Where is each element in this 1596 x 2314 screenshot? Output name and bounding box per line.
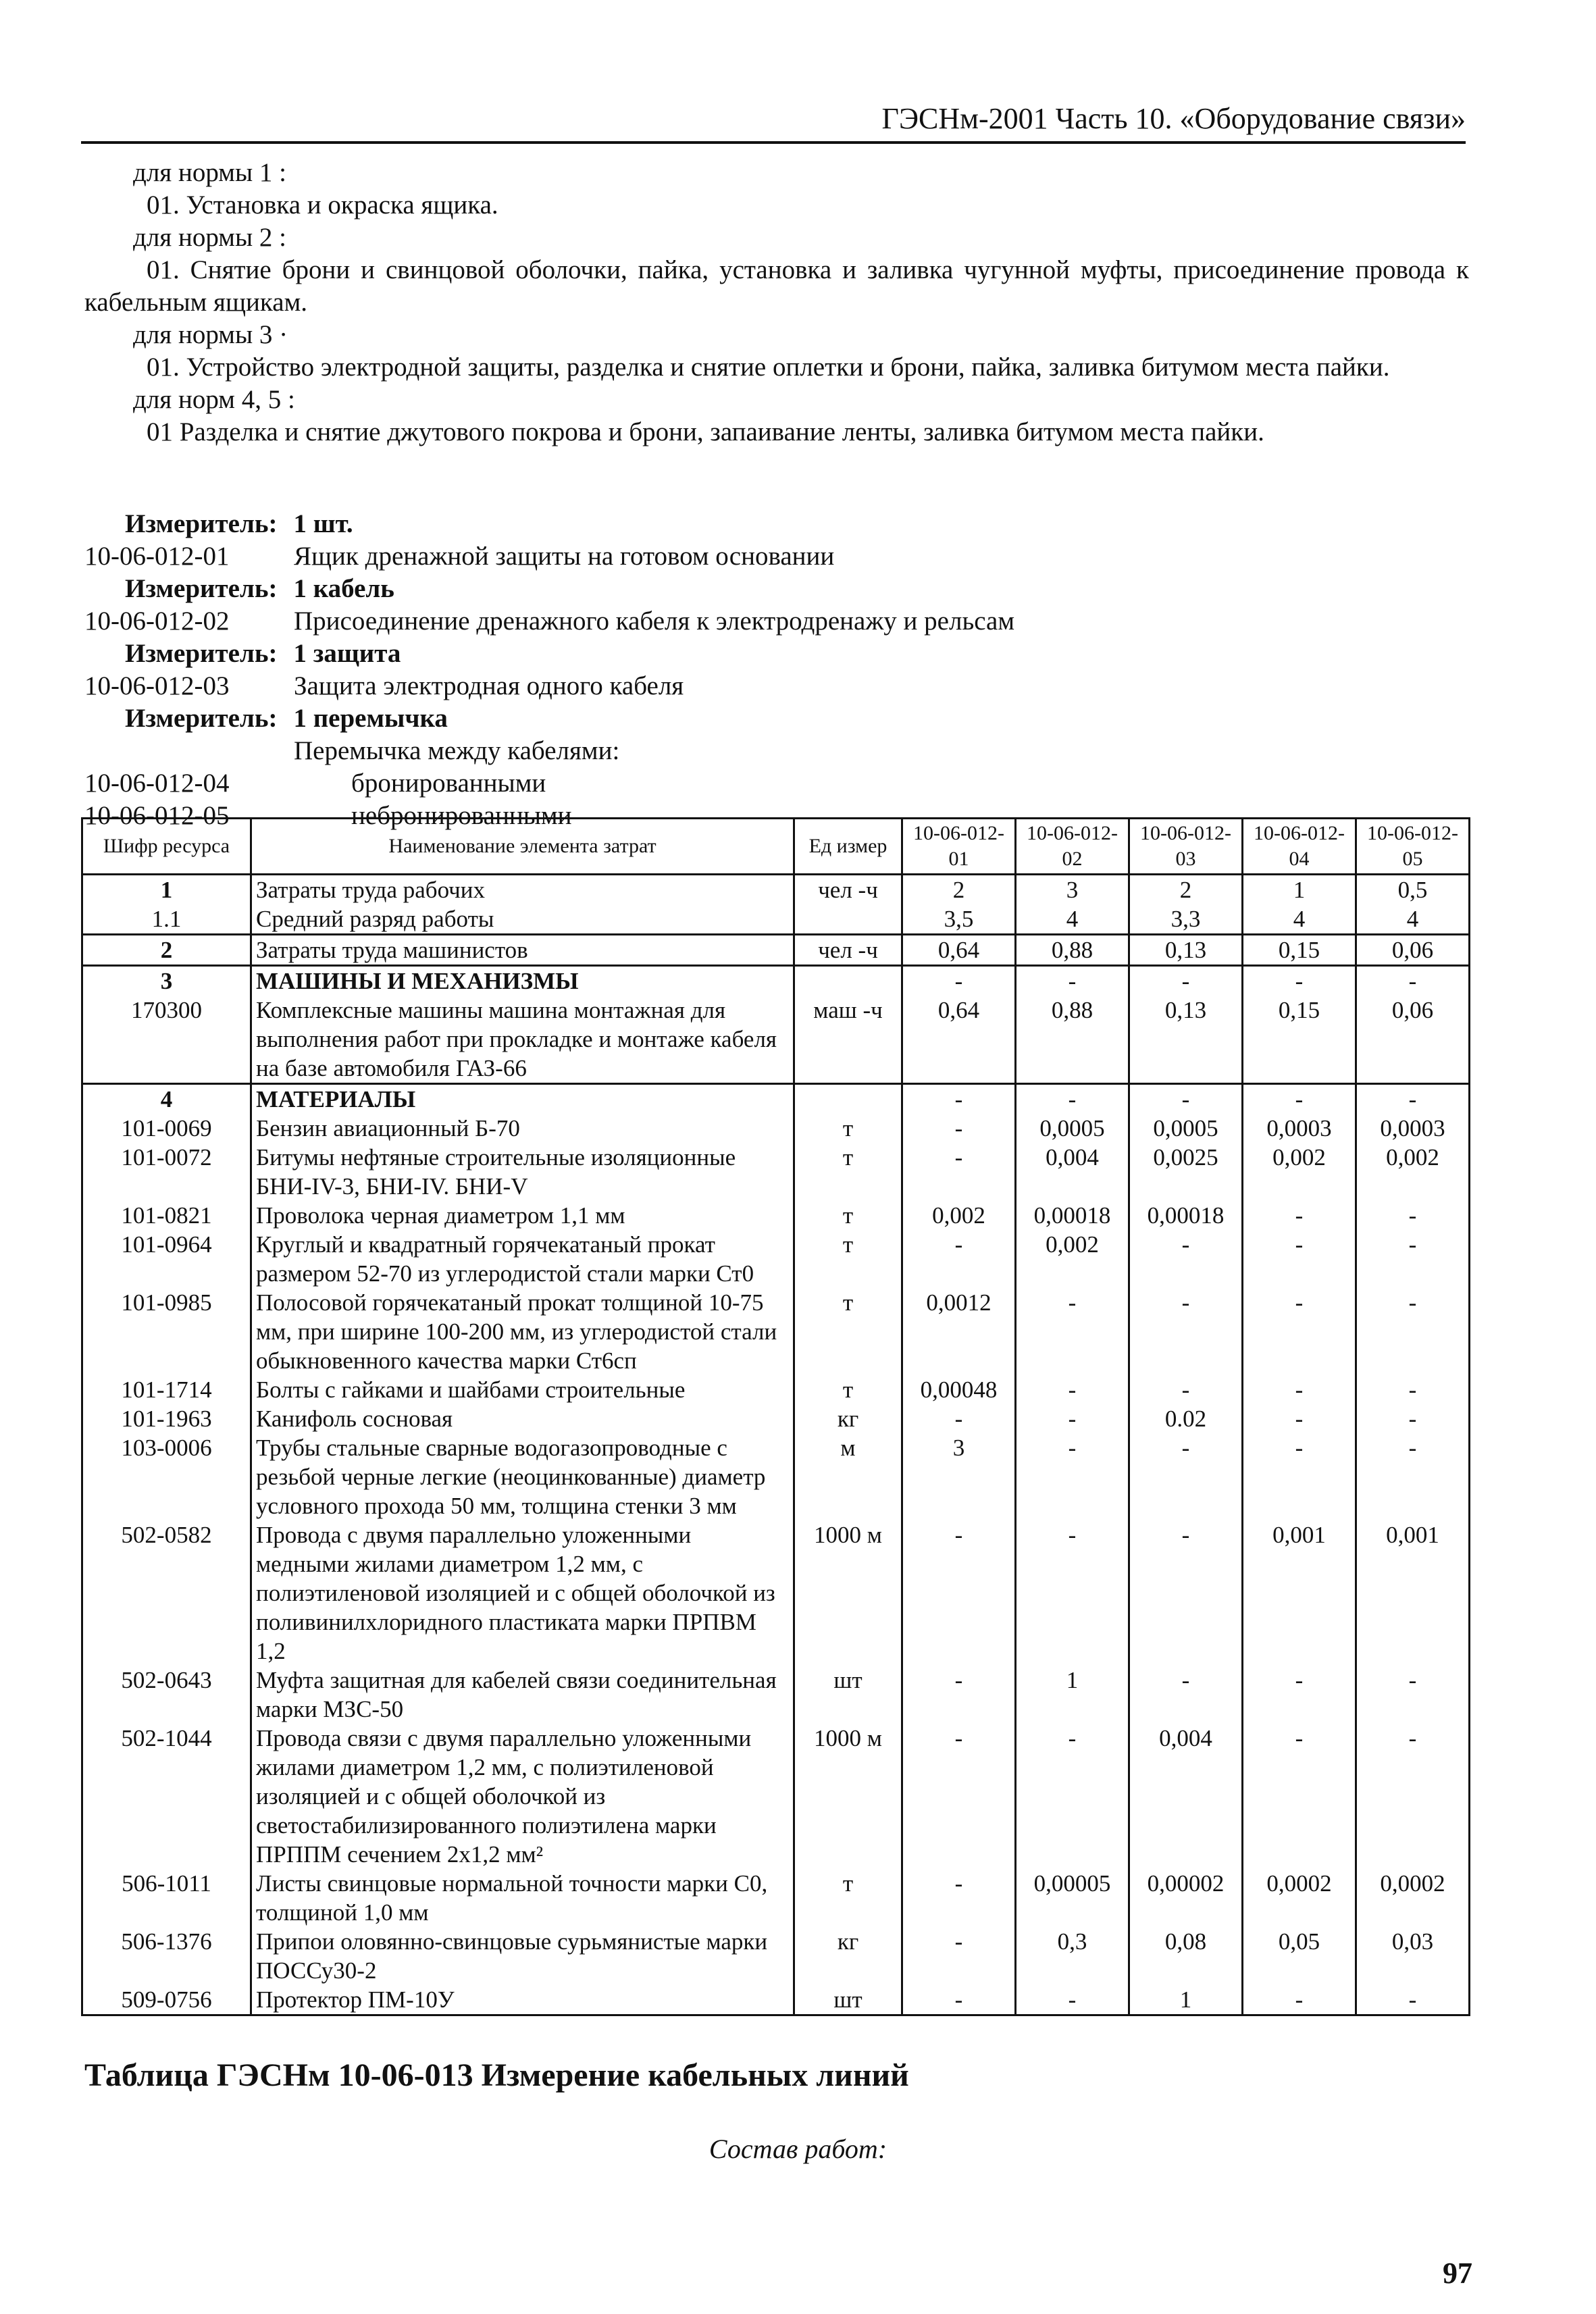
- norm-value: 0,0005: [1129, 1114, 1243, 1143]
- norm-value: 0,64: [902, 996, 1016, 1084]
- table-row: [82, 1404, 1470, 1433]
- resource-code: 509-0756: [82, 1985, 251, 2015]
- resource-name: Провода связи с двумя параллельно уложенными жилами диаметром 1,2 мм, с полиэтиленовой изоляцией и с общей оболочкой из светостабилизированного полиэтилена марки ПРППМ сечением 2х1,2 мм²: [251, 1724, 794, 1869]
- next-table-title: Таблица ГЭСНм 10-06-013 Измерение кабельных линий: [84, 2057, 909, 2093]
- norm-value: 0.02: [1129, 1404, 1243, 1433]
- table-row: [82, 904, 1470, 935]
- norm-name: бронированными: [351, 769, 546, 798]
- meter-label: Измеритель:: [125, 639, 278, 668]
- table-row: [82, 935, 1470, 966]
- table-row: [82, 1520, 1470, 1666]
- resource-unit: т: [794, 1869, 902, 1927]
- norm-value: 4: [1016, 904, 1129, 935]
- meter-label: Измеритель:: [125, 509, 278, 538]
- norm45-label: для норм 4, 5 :: [133, 385, 295, 414]
- norm-value: -: [1243, 1985, 1356, 2015]
- norm-value: 0,002: [902, 1201, 1016, 1230]
- header-col1: 10-06-012-01: [902, 819, 1016, 875]
- norm-value: 3,5: [902, 904, 1016, 935]
- norm1-text: 01. Установка и окраска ящика.: [147, 190, 498, 220]
- norm-value: -: [1356, 1230, 1470, 1288]
- table-row: [82, 1927, 1470, 1985]
- norm-value: 0,03: [1356, 1927, 1470, 1985]
- header-col3: 10-06-012-03: [1129, 819, 1243, 875]
- meter-1: [125, 508, 353, 540]
- resource-code: 101-0985: [82, 1288, 251, 1375]
- norm-row-03: [84, 670, 1469, 702]
- page-number: 97: [1443, 2257, 1472, 2290]
- table-row: [82, 966, 1470, 996]
- norm-value: -: [1129, 1084, 1243, 1114]
- norm-value: -: [1356, 1375, 1470, 1404]
- norm-value: -: [1129, 1230, 1243, 1288]
- norm-value: 3: [902, 1433, 1016, 1520]
- norm-value: -: [902, 1084, 1016, 1114]
- resource-name: Битумы нефтяные строительные изоляционные БНИ-IV-3, БНИ-IV. БНИ-V: [251, 1143, 794, 1201]
- resource-name: Протектор ПМ-10У: [251, 1985, 794, 2015]
- table-row: [82, 1433, 1470, 1520]
- resource-name: Проволока черная диаметром 1,1 мм: [251, 1201, 794, 1230]
- norm-value: 4: [1243, 904, 1356, 935]
- resource-unit: 1000 м: [794, 1520, 902, 1666]
- norm-value: 0,00002: [1129, 1869, 1243, 1927]
- header-col5: 10-06-012-05: [1356, 819, 1470, 875]
- resource-unit: [794, 1084, 902, 1114]
- norm-value: 0,002: [1356, 1143, 1470, 1201]
- meter-row-3: [84, 638, 1469, 670]
- resource-name: Припои оловянно-свинцовые сурьмянистые марки ПОССу30-2: [251, 1927, 794, 1985]
- resource-unit: т: [794, 1288, 902, 1375]
- resource-unit: маш -ч: [794, 996, 902, 1084]
- norm2-label: для нормы 2 :: [133, 223, 286, 252]
- header-col4: 10-06-012-04: [1243, 819, 1356, 875]
- table-row: [82, 1143, 1470, 1201]
- norm-value: 0,0002: [1243, 1869, 1356, 1927]
- norm3-label: для нормы 3 ·: [133, 320, 288, 349]
- norm-value: -: [902, 1927, 1016, 1985]
- norm-value: -: [1356, 1724, 1470, 1869]
- norm-value: -: [1016, 966, 1129, 996]
- table-row: [82, 1201, 1470, 1230]
- resource-code: 170300: [82, 996, 251, 1084]
- resource-name: Муфта защитная для кабелей связи соединительная марки МЗС-50: [251, 1666, 794, 1724]
- table-row: [82, 1666, 1470, 1724]
- norm-value: -: [1243, 1375, 1356, 1404]
- resource-unit: кг: [794, 1927, 902, 1985]
- resource-code: 101-0821: [82, 1201, 251, 1230]
- resource-name: Бензин авиационный Б-70: [251, 1114, 794, 1143]
- norm-code: 10-06-012-03: [84, 671, 230, 700]
- resource-name: Круглый и квадратный горячекатаный прокат размером 52-70 из углеродистой стали марки Ст0: [251, 1230, 794, 1288]
- table-row: [82, 996, 1470, 1084]
- header-unit: Ед измер: [794, 819, 902, 875]
- norm-value: -: [902, 1230, 1016, 1288]
- norm-value: 0,3: [1016, 1927, 1129, 1985]
- norm-value: 0,64: [902, 935, 1016, 966]
- norm-value: 1: [1129, 1985, 1243, 2015]
- norm-value: -: [1243, 966, 1356, 996]
- norm-value: 0,002: [1016, 1230, 1129, 1288]
- norm-value: -: [902, 1143, 1016, 1201]
- norm-value: 0,00018: [1016, 1201, 1129, 1230]
- resource-unit: т: [794, 1230, 902, 1288]
- resource-code: 101-0072: [82, 1143, 251, 1201]
- resource-code: 506-1011: [82, 1869, 251, 1927]
- norm-value: 0,5: [1356, 875, 1470, 905]
- norm-value: -: [1356, 1201, 1470, 1230]
- norm-value: 0,08: [1129, 1927, 1243, 1985]
- resource-code: 506-1376: [82, 1927, 251, 1985]
- norm-value: 0,06: [1356, 996, 1470, 1084]
- norm-value: 0,0002: [1356, 1869, 1470, 1927]
- resource-code: 101-1714: [82, 1375, 251, 1404]
- norm-value: 0,004: [1016, 1143, 1129, 1201]
- meter-value: 1 шт.: [293, 509, 353, 538]
- resource-unit: чел -ч: [794, 935, 902, 966]
- norm-value: -: [1243, 1666, 1356, 1724]
- norm-value: -: [1016, 1084, 1129, 1114]
- running-header: ГЭСНм-2001 Часть 10. «Оборудование связи»: [81, 101, 1466, 144]
- norm-value: 1: [1243, 875, 1356, 905]
- resource-code: 2: [82, 935, 251, 966]
- resource-code: 101-0069: [82, 1114, 251, 1143]
- norm-name: небронированными: [351, 801, 572, 830]
- resource-unit: т: [794, 1375, 902, 1404]
- norm-value: 0,001: [1243, 1520, 1356, 1666]
- resource-name: Болты с гайками и шайбами строительные: [251, 1375, 794, 1404]
- resource-unit: т: [794, 1201, 902, 1230]
- norm-value: -: [1356, 966, 1470, 996]
- norm-value: -: [902, 1520, 1016, 1666]
- norm-value: -: [902, 1724, 1016, 1869]
- norm-code: 10-06-012-04: [84, 769, 230, 798]
- resource-unit: [794, 966, 902, 996]
- resource-name: Провода с двумя параллельно уложенными медными жилами диаметром 1,2 мм, с полиэтиленовой изоляцией и с общей оболочкой из поливинилхлоридного пластиката марки ПРПВМ 1,2: [251, 1520, 794, 1666]
- resource-unit: кг: [794, 1404, 902, 1433]
- norm-value: -: [1016, 1724, 1129, 1869]
- norm-value: 0,001: [1356, 1520, 1470, 1666]
- norm-value: -: [1129, 1520, 1243, 1666]
- composition-heading: Состав работ:: [709, 2134, 887, 2164]
- norm-value: 0,13: [1129, 935, 1243, 966]
- resource-unit: [794, 904, 902, 935]
- meter-value: 1 кабель: [293, 574, 394, 603]
- resource-code: 1: [82, 875, 251, 905]
- table-row: [82, 875, 1470, 905]
- resource-name: Трубы стальные сварные водогазопроводные с резьбой черные легкие (неоцинкованные) диаметр условного прохода 50 мм, толщина стенки 3 мм: [251, 1433, 794, 1520]
- norm-name: Присоединение дренажного кабеля к электродренажу и рельсам: [294, 607, 1015, 636]
- resource-unit: м: [794, 1433, 902, 1520]
- resource-name: Затраты труда рабочих: [251, 875, 794, 905]
- norm-value: -: [1356, 1084, 1470, 1114]
- norm-value: 0,0012: [902, 1288, 1016, 1375]
- resource-code: 103-0006: [82, 1433, 251, 1520]
- norm-value: -: [1356, 1985, 1470, 2015]
- resource-name: Средний разряд работы: [251, 904, 794, 935]
- resource-unit: шт: [794, 1666, 902, 1724]
- norm-value: 0,05: [1243, 1927, 1356, 1985]
- resource-name: Канифоль сосновая: [251, 1404, 794, 1433]
- norm-value: 0,0003: [1243, 1114, 1356, 1143]
- norm-value: -: [1243, 1724, 1356, 1869]
- meter-label: Измеритель:: [125, 704, 278, 733]
- resource-unit: чел -ч: [794, 875, 902, 905]
- resource-name: МАШИНЫ И МЕХАНИЗМЫ: [251, 966, 794, 996]
- norm-value: -: [902, 1114, 1016, 1143]
- norm-value: 2: [1129, 875, 1243, 905]
- table-row: [82, 1869, 1470, 1927]
- table-row: [82, 1114, 1470, 1143]
- norm-name: Защита электродная одного кабеля: [294, 671, 684, 700]
- norm45-text: 01 Разделка и снятие джутового покрова и брони, запаивание ленты, заливка битумом места пайки.: [147, 417, 1264, 446]
- meter-value: 1 защита: [293, 639, 401, 668]
- norm-value: -: [1016, 1375, 1129, 1404]
- norm-value: -: [902, 1666, 1016, 1724]
- norm-code: 10-06-012-01: [84, 542, 230, 571]
- table-row: [82, 1985, 1470, 2015]
- norm-value: 1: [1016, 1666, 1129, 1724]
- norm-row-02: [84, 605, 1469, 638]
- jumper-label: Перемычка между кабелями:: [294, 736, 620, 765]
- norm-value: -: [1243, 1201, 1356, 1230]
- norm-value: -: [902, 1985, 1016, 2015]
- table-row: [82, 1230, 1470, 1288]
- norm-value: 0,06: [1356, 935, 1470, 966]
- norm-row-01: [84, 540, 1469, 573]
- resource-code: 101-0964: [82, 1230, 251, 1288]
- table-row: [82, 1724, 1470, 1869]
- norm-value: 0,15: [1243, 935, 1356, 966]
- resource-code: 101-1963: [82, 1404, 251, 1433]
- norm-value: -: [1356, 1666, 1470, 1724]
- meter-row-2: [84, 573, 1469, 605]
- norm-value: 0,00018: [1129, 1201, 1243, 1230]
- norm-value: -: [902, 1869, 1016, 1927]
- table-row: [82, 1084, 1470, 1114]
- table-row: [82, 1375, 1470, 1404]
- norm-value: -: [1129, 966, 1243, 996]
- norm-value: -: [1016, 1433, 1129, 1520]
- meter-4: [125, 702, 448, 735]
- norm-value: 0,004: [1129, 1724, 1243, 1869]
- resource-code: 1.1: [82, 904, 251, 935]
- table-body: [82, 875, 1470, 2015]
- norm-value: 0,88: [1016, 935, 1129, 966]
- resource-unit: т: [794, 1114, 902, 1143]
- resource-name: Затраты труда машинистов: [251, 935, 794, 966]
- norm-value: 0,00005: [1016, 1869, 1129, 1927]
- resource-code: 4: [82, 1084, 251, 1114]
- norm-value: 4: [1356, 904, 1470, 935]
- jumper-row: [84, 735, 1469, 767]
- norm-value: 0,002: [1243, 1143, 1356, 1201]
- norms-list: [84, 508, 1469, 832]
- norm-row-04: [84, 767, 1469, 800]
- resource-name: Комплексные машины машина монтажная для выполнения работ при прокладке и монтаже кабеля на базе автомобиля ГАЗ-66: [251, 996, 794, 1084]
- resource-unit: шт: [794, 1985, 902, 2015]
- norm-value: -: [1016, 1404, 1129, 1433]
- norm3-text: 01. Устройство электродной защиты, разделка и снятие оплетки и брони, пайка, заливка битумом места пайки.: [147, 353, 1390, 382]
- norm-value: -: [1356, 1288, 1470, 1375]
- header-code: Шифр ресурса: [82, 819, 251, 875]
- norm-code: 10-06-012-05: [84, 801, 230, 830]
- meter-row-4: [84, 702, 1469, 735]
- norm-value: 0,00048: [902, 1375, 1016, 1404]
- resource-name: Листы свинцовые нормальной точности марки С0, толщиной 1,0 мм: [251, 1869, 794, 1927]
- norm-value: 0,0005: [1016, 1114, 1129, 1143]
- norm-value: 2: [902, 875, 1016, 905]
- resource-code: 3: [82, 966, 251, 996]
- norm1-label: для нормы 1 :: [133, 158, 286, 187]
- norm-value: 3,3: [1129, 904, 1243, 935]
- norm-value: -: [1243, 1084, 1356, 1114]
- norm-name: Ящик дренажной защиты на готовом основании: [294, 542, 835, 571]
- norm-value: -: [1243, 1288, 1356, 1375]
- norm-value: -: [1356, 1433, 1470, 1520]
- meter-value: 1 перемычка: [293, 704, 448, 733]
- meter-2: [125, 573, 394, 605]
- norm-value: 0,15: [1243, 996, 1356, 1084]
- resource-code: 502-0643: [82, 1666, 251, 1724]
- norm-value: -: [1016, 1288, 1129, 1375]
- norm-value: -: [1129, 1375, 1243, 1404]
- norm-value: 0,88: [1016, 996, 1129, 1084]
- norm-value: -: [1129, 1433, 1243, 1520]
- table-header-row: [82, 819, 1470, 875]
- norm-value: 0,13: [1129, 996, 1243, 1084]
- norm-value: -: [902, 966, 1016, 996]
- norm-value: -: [1129, 1666, 1243, 1724]
- resource-unit: 1000 м: [794, 1724, 902, 1869]
- resources-table: [81, 817, 1470, 2016]
- norm-value: -: [1243, 1230, 1356, 1288]
- norm-code: 10-06-012-02: [84, 607, 230, 636]
- resource-unit: т: [794, 1143, 902, 1201]
- norm-value: -: [1243, 1404, 1356, 1433]
- work-composition: [84, 157, 1469, 448]
- norm2-text: 01. Снятие брони и свинцовой оболочки, пайка, установка и заливка чугунной муфты, присоединение провода к кабельным ящикам.: [84, 255, 1469, 317]
- header-name: Наименование элемента затрат: [251, 819, 794, 875]
- resource-code: 502-0582: [82, 1520, 251, 1666]
- resource-code: 502-1044: [82, 1724, 251, 1869]
- norm-value: 0,0025: [1129, 1143, 1243, 1201]
- norm-value: -: [1016, 1985, 1129, 2015]
- norm-value: 3: [1016, 875, 1129, 905]
- norm-value: -: [1243, 1433, 1356, 1520]
- norm-value: -: [1129, 1288, 1243, 1375]
- norm-value: -: [1016, 1520, 1129, 1666]
- meter-label: Измеритель:: [125, 574, 278, 603]
- header-col2: 10-06-012-02: [1016, 819, 1129, 875]
- meter-row-1: [84, 508, 1469, 540]
- meter-3: [125, 638, 401, 670]
- norm-value: -: [902, 1404, 1016, 1433]
- table-row: [82, 1288, 1470, 1375]
- resource-name: Полосовой горячекатаный прокат толщиной 10-75 мм, при ширине 100-200 мм, из углеродистой стали обыкновенного качества марки Ст6сп: [251, 1288, 794, 1375]
- norm-value: 0,0003: [1356, 1114, 1470, 1143]
- norm-value: -: [1356, 1404, 1470, 1433]
- resource-name: МАТЕРИАЛЫ: [251, 1084, 794, 1114]
